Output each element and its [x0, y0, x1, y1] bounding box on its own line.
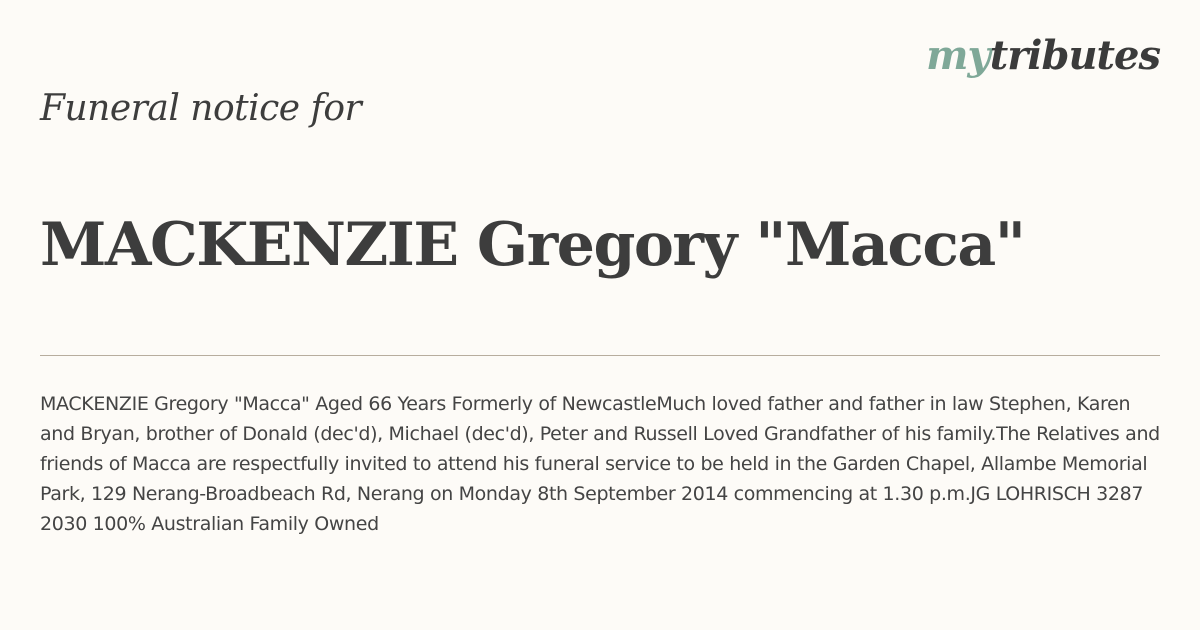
- notice-type-heading: Funeral notice for: [40, 88, 362, 129]
- mytributes-logo[interactable]: [926, 32, 1160, 79]
- logo-part-my: my: [926, 32, 990, 79]
- notice-body-text: MACKENZIE Gregory "Macca" Aged 66 Years Formerly of NewcastleMuch loved father and father in law Stephen, Karen and Bryan, brother of Donald (dec'd), Michael (dec'd), Peter and Russell Loved Grandfather of his family.The Relatives and friends of Macca are respectfully invited to attend his funeral service to be held in the Garden Chapel, Allambe Memorial Park, 129 Nerang-Broadbeach Rd, Nerang on Monday 8th September 2014 commencing at 1.30 p.m.JG LOHRISCH 3287 2030 100% Australian Family Owned: [40, 393, 1160, 535]
- divider: [40, 355, 1160, 356]
- deceased-name-title: MACKENZIE Gregory "Macca": [40, 210, 1025, 280]
- logo-part-tributes: tributes: [989, 32, 1160, 79]
